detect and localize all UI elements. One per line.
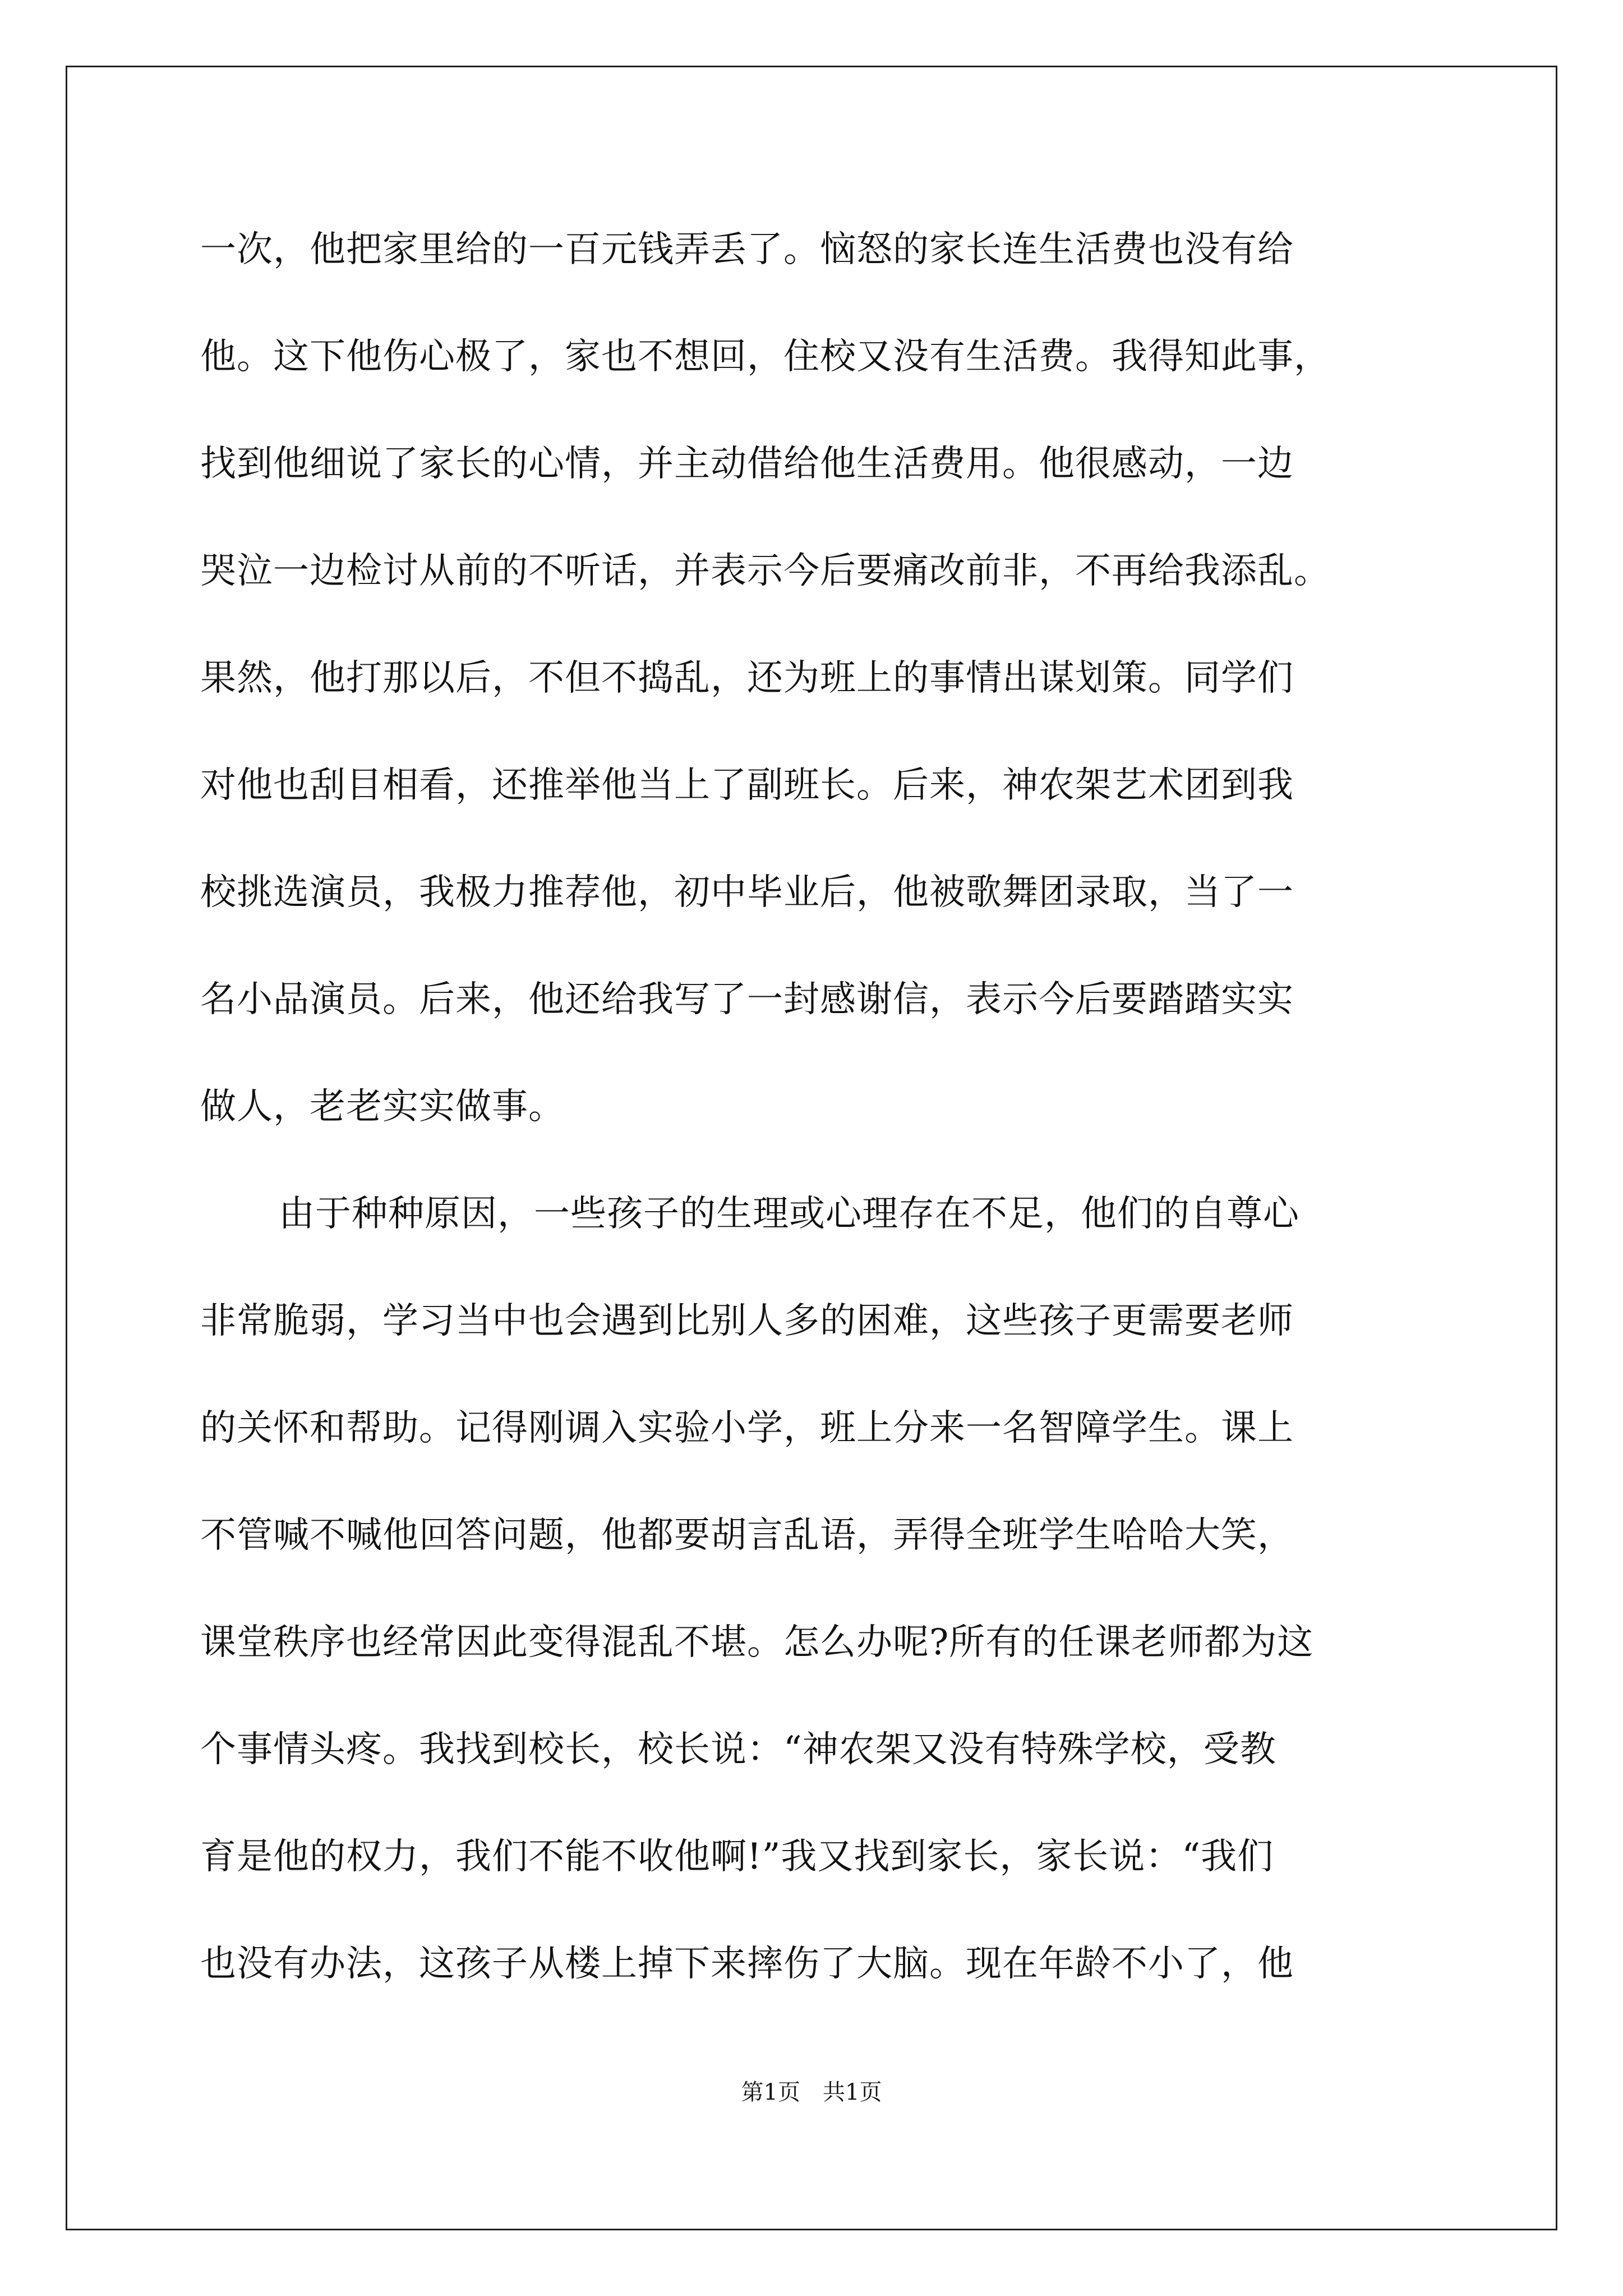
- text-line: 的关怀和帮助。记得刚调入实验小学，班上分来一名智障学生。课上: [200, 1407, 1294, 1449]
- text-line: 他。这下他伤心极了，家也不想回，住校又没有生活费。我得知此事，: [200, 336, 1330, 378]
- text-line: 个事情头疼。我找到校长，校长说：“神农架又没有特殊学校，受教: [200, 1729, 1276, 1770]
- text-line: 校挑选演员，我极力推荐他，初中毕业后，他被歌舞团录取，当了一: [200, 872, 1294, 913]
- text-line: 对他也刮目相看，还推举他当上了副班长。后来，神农架艺术团到我: [200, 765, 1294, 806]
- text-line: 名小品演员。后来，他还给我写了一封感谢信，表示今后要踏踏实实: [200, 979, 1294, 1020]
- text-line: 非常脆弱，学习当中也会遇到比别人多的困难，这些孩子更需要老师: [200, 1300, 1294, 1342]
- text-line: 果然，他打那以后，不但不捣乱，还为班上的事情出谋划策。同学们: [200, 657, 1294, 699]
- page-footer: 第1页 共1页: [741, 2079, 882, 2105]
- text-line: 一次，他把家里给的一百元钱弄丢了。恼怒的家长连生活费也没有给: [200, 229, 1294, 270]
- text-line: 课堂秩序也经常因此变得混乱不堪。怎么办呢?所有的任课老师都为这: [200, 1622, 1314, 1663]
- text-line: 不管喊不喊他回答问题，他都要胡言乱语，弄得全班学生哈哈大笑，: [200, 1515, 1294, 1556]
- paragraph-first-line: 由于种种原因，一些孩子的生理或心理存在不足，他们的自尊心: [279, 1193, 1299, 1235]
- text-line: 做人，老老实实做事。: [200, 1086, 565, 1128]
- text-line: 育是他的权力，我们不能不收他啊!”我又找到家长，家长说：“我们: [200, 1836, 1274, 1878]
- text-line: 哭泣一边检讨从前的不听话，并表示今后要痛改前非，不再给我添乱。: [200, 550, 1330, 592]
- text-line: 也没有办法，这孩子从楼上掉下来摔伤了大脑。现在年龄不小了，他: [200, 1943, 1294, 1985]
- text-line: 找到他细说了家长的心情，并主动借给他生活费用。他很感动，一边: [200, 443, 1294, 485]
